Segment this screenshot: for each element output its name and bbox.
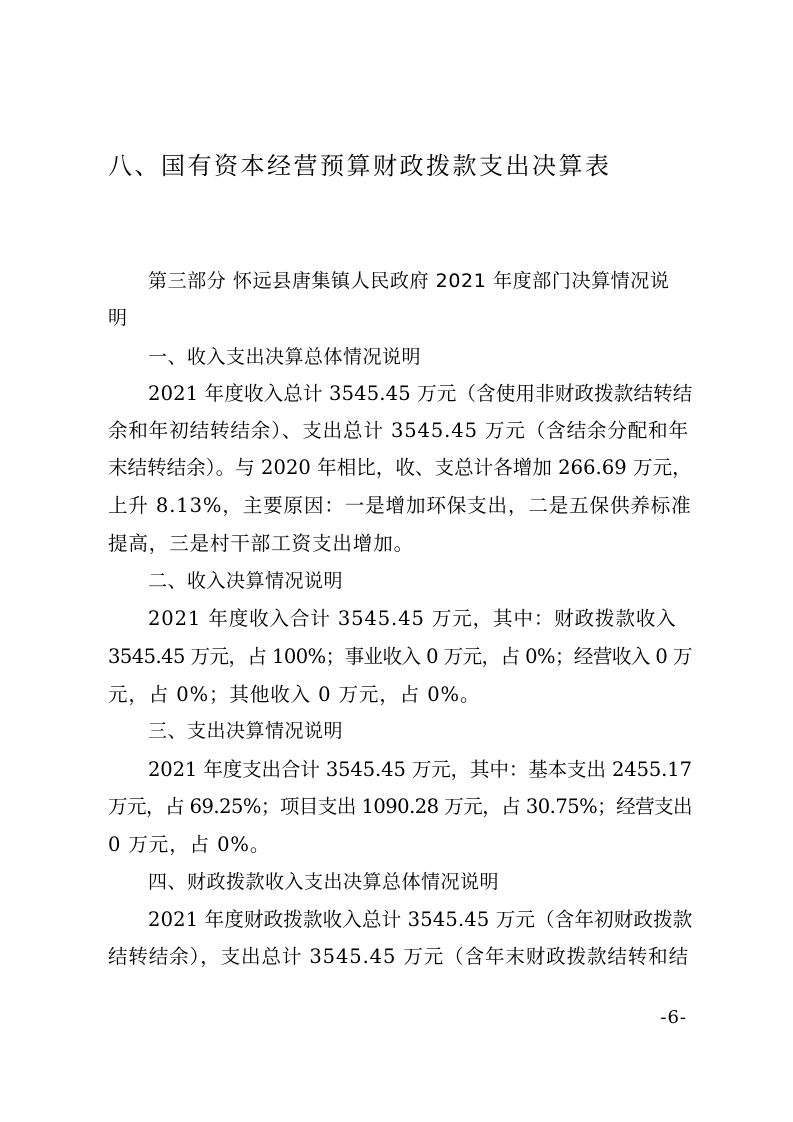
page-number: -6- [660,1007,687,1028]
section3-heading: 三、支出决算情况说明 [148,720,344,742]
section1-heading: 一、收入支出决算总体情况说明 [148,346,422,368]
section1-line: 2021 年度收入总计 3545.45 万元（含使用非财政拨款结转结 [148,382,693,405]
section3-line: 万元，占 69.25%；项目支出 1090.28 万元，占 30.75%；经营支出 [108,795,693,818]
part3-heading: 第三部分 怀远县唐集镇人民政府 2021 年度部门决算情况说 [148,270,670,292]
section2-heading: 二、收入决算情况说明 [148,570,344,592]
page-title: 八、国有资本经营预算财政拨款支出决算表 [108,152,612,180]
section1-line: 提高，三是村干部工资支出增加。 [108,532,415,555]
section4-line: 结转结余），支出总计 3545.45 万元（含年末财政拨款结转和结 [108,945,689,968]
section4-line: 2021 年度财政拨款收入总计 3545.45 万元（含年初财政拨款 [148,908,693,931]
section4-heading: 四、财政拨款收入支出决算总体情况说明 [148,871,500,893]
part3-heading-continued: 明 [108,307,128,329]
section1-line: 上升 8.13%，主要原因：一是增加环保支出，二是五保供养标准 [108,494,692,517]
section3-line: 2021 年度支出合计 3545.45 万元，其中：基本支出 2455.17 [148,758,692,781]
section2-line: 2021 年度收入合计 3545.45 万元，其中：财政拨款收入 [148,607,677,630]
section3-line: 0 万元，占 0%。 [108,833,271,856]
section2-line: 元，占 0%；其他收入 0 万元，占 0%。 [108,683,481,706]
section1-line: 余和年初结转结余）、支出总计 3545.45 万元（含结余分配和年 [108,419,689,442]
section1-line: 末结转结余）。与 2020 年相比，收、支总计各增加 266.69 万元， [108,456,692,479]
section2-line: 3545.45 万元，占 100%；事业收入 0 万元，占 0%；经营收入 0 万 [108,645,692,668]
